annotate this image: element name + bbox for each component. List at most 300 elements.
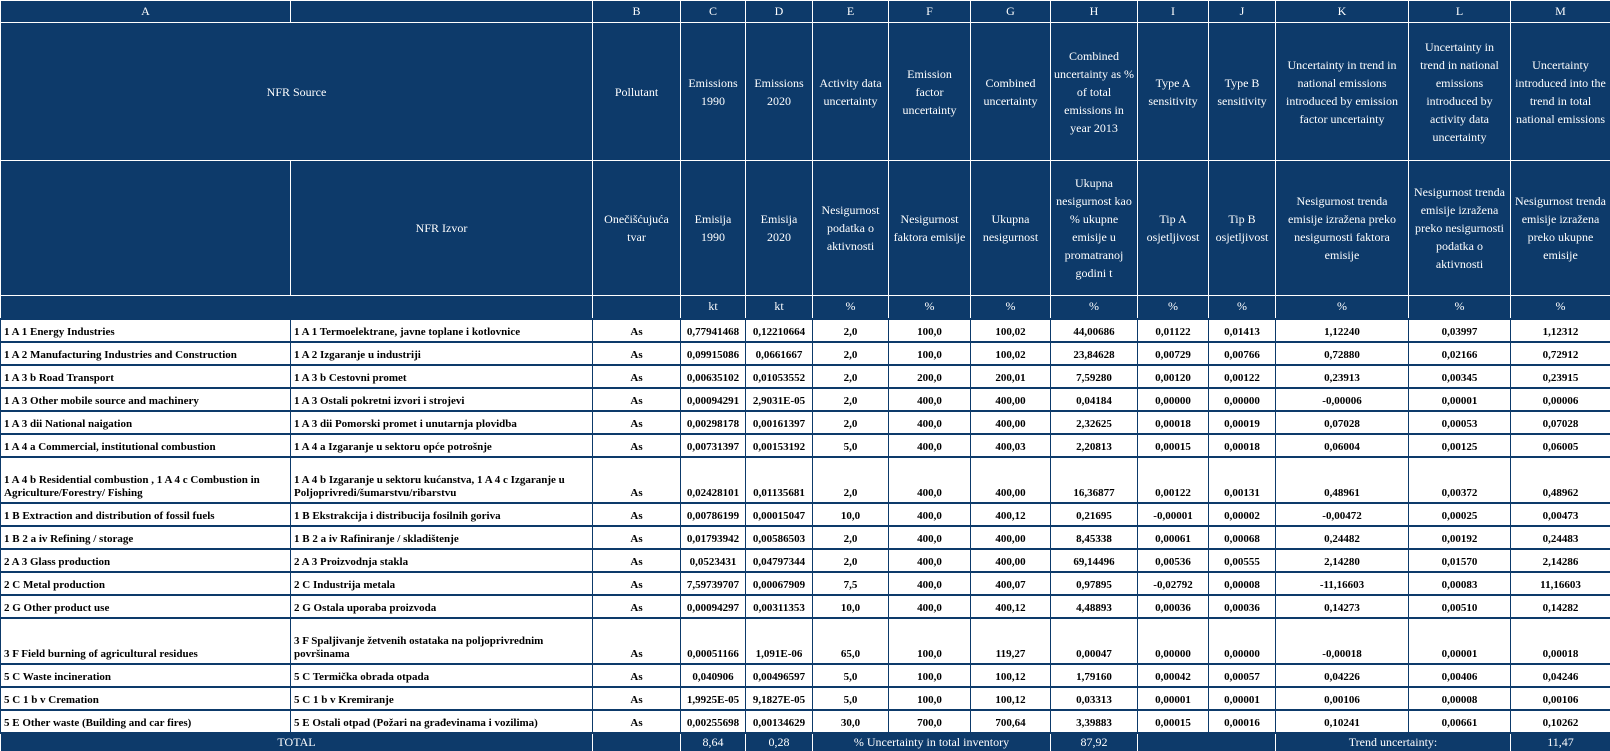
pollutant-cell[interactable]: As xyxy=(593,572,681,595)
emissions-2020-cell[interactable]: 9,1827E-05 xyxy=(746,687,813,710)
trend-ad-uncertainty-cell[interactable]: 0,00192 xyxy=(1409,526,1511,549)
pollutant-cell[interactable]: As xyxy=(593,434,681,457)
combined-uncertainty-cell[interactable]: 400,00 xyxy=(971,388,1051,411)
trend-ad-uncertainty-cell[interactable]: 0,00510 xyxy=(1409,595,1511,618)
type-a-sensitivity-cell[interactable]: 0,01122 xyxy=(1138,319,1209,342)
col-letter-I[interactable]: I xyxy=(1138,1,1209,23)
table-row-16 xyxy=(1,710,1610,733)
source-hr-cell[interactable]: 1 B Ekstrakcija i distribucija fosilnih goriva xyxy=(291,503,593,526)
activity-uncertainty-cell[interactable]: 5,0 xyxy=(813,664,889,687)
activity-uncertainty-cell[interactable]: 2,0 xyxy=(813,319,889,342)
unit-type-a-sensitivity[interactable]: % xyxy=(1138,296,1209,319)
type-a-sensitivity-cell[interactable]: 0,00015 xyxy=(1138,434,1209,457)
type-a-sensitivity-cell[interactable]: 0,00000 xyxy=(1138,388,1209,411)
header-en-activity-uncertainty[interactable]: Activity data uncertainty xyxy=(813,23,889,161)
header-hr-nfr-izvor[interactable]: NFR Izvor xyxy=(291,161,593,296)
table-row-5 xyxy=(1,411,1610,434)
emissions-2020-cell[interactable]: 0,04797344 xyxy=(746,549,813,572)
combined-uncertainty-cell[interactable]: 400,00 xyxy=(971,526,1051,549)
trend-ef-uncertainty-cell[interactable]: 0,72880 xyxy=(1276,342,1409,365)
col-letter-C[interactable]: C xyxy=(681,1,746,23)
trend-total-uncertainty-cell[interactable]: 0,23915 xyxy=(1511,365,1610,388)
combined-uncertainty-cell[interactable]: 400,03 xyxy=(971,434,1051,457)
pollutant-cell[interactable]: As xyxy=(593,687,681,710)
combined-pct-total-cell[interactable]: 69,14496 xyxy=(1051,549,1138,572)
emissions-1990-cell[interactable]: 1,9925E-05 xyxy=(681,687,746,710)
emissions-1990-cell[interactable]: 0,02428101 xyxy=(681,457,746,503)
type-a-sensitivity-cell[interactable]: 0,00120 xyxy=(1138,365,1209,388)
pollutant-cell[interactable]: As xyxy=(593,457,681,503)
trend-ad-uncertainty-cell[interactable]: 0,00125 xyxy=(1409,434,1511,457)
ef-uncertainty-cell[interactable]: 100,0 xyxy=(889,664,971,687)
source-en-cell[interactable]: 1 A 3 b Road Transport xyxy=(1,365,291,388)
type-b-sensitivity-cell[interactable]: 0,00068 xyxy=(1209,526,1276,549)
emissions-2020-cell[interactable]: 0,12210664 xyxy=(746,319,813,342)
trend-ef-uncertainty-cell[interactable]: 0,14273 xyxy=(1276,595,1409,618)
source-en-cell[interactable]: 1 A 4 b Residential combustion , 1 A 4 c Combustion in Agriculture/Forestry/ Fishing xyxy=(1,457,291,503)
trend-ef-uncertainty-cell[interactable]: 0,04226 xyxy=(1276,664,1409,687)
unit-pollutant[interactable] xyxy=(593,296,681,319)
unit-combined-uncertainty[interactable]: % xyxy=(971,296,1051,319)
type-b-sensitivity-cell[interactable]: 0,01413 xyxy=(1209,319,1276,342)
source-en-cell[interactable]: 5 C 1 b v Cremation xyxy=(1,687,291,710)
trend-total-uncertainty-cell[interactable]: 0,72912 xyxy=(1511,342,1610,365)
combined-pct-total-cell[interactable]: 0,00047 xyxy=(1051,618,1138,664)
type-a-sensitivity-cell[interactable]: 0,00122 xyxy=(1138,457,1209,503)
combined-pct-total-cell[interactable]: 0,03313 xyxy=(1051,687,1138,710)
header-en-nfr-source[interactable]: NFR Source xyxy=(1,23,593,161)
activity-uncertainty-cell[interactable]: 2,0 xyxy=(813,342,889,365)
combined-uncertainty-cell[interactable]: 100,12 xyxy=(971,687,1051,710)
trend-total-uncertainty-cell[interactable]: 0,07028 xyxy=(1511,411,1610,434)
pollutant-cell[interactable]: As xyxy=(593,365,681,388)
ef-uncertainty-cell[interactable]: 400,0 xyxy=(889,457,971,503)
header-hr-type-b-sensitivity[interactable]: Tip B osjetljivost xyxy=(1209,161,1276,296)
unit-blank-source[interactable] xyxy=(1,296,593,319)
source-hr-cell[interactable]: 1 A 3 b Cestovni promet xyxy=(291,365,593,388)
type-b-sensitivity-cell[interactable]: 0,00008 xyxy=(1209,572,1276,595)
total-emissions-2020[interactable]: 0,28 xyxy=(746,733,813,751)
emissions-1990-cell[interactable]: 7,59739707 xyxy=(681,572,746,595)
source-en-cell[interactable]: 2 A 3 Glass production xyxy=(1,549,291,572)
col-letter-G[interactable]: G xyxy=(971,1,1051,23)
unit-emissions-2020[interactable]: kt xyxy=(746,296,813,319)
type-a-sensitivity-cell[interactable]: 0,00001 xyxy=(1138,687,1209,710)
trend-ad-uncertainty-cell[interactable]: 0,00001 xyxy=(1409,618,1511,664)
emissions-1990-cell[interactable]: 0,77941468 xyxy=(681,319,746,342)
source-en-cell[interactable]: 3 F Field burning of agricultural residues xyxy=(1,618,291,664)
type-a-sensitivity-cell[interactable]: -0,02792 xyxy=(1138,572,1209,595)
units-row xyxy=(1,296,1610,319)
total-emissions-1990[interactable]: 8,64 xyxy=(681,733,746,751)
pollutant-cell[interactable]: As xyxy=(593,526,681,549)
ef-uncertainty-cell[interactable]: 400,0 xyxy=(889,388,971,411)
trend-total-uncertainty-cell[interactable]: 0,04246 xyxy=(1511,664,1610,687)
combined-pct-total-cell[interactable]: 16,36877 xyxy=(1051,457,1138,503)
type-b-sensitivity-cell[interactable]: 0,00122 xyxy=(1209,365,1276,388)
pollutant-cell[interactable]: As xyxy=(593,411,681,434)
col-letter-E[interactable]: E xyxy=(813,1,889,23)
emissions-2020-cell[interactable]: 0,00153192 xyxy=(746,434,813,457)
col-letter-H[interactable]: H xyxy=(1051,1,1138,23)
activity-uncertainty-cell[interactable]: 2,0 xyxy=(813,457,889,503)
trend-ef-uncertainty-cell[interactable]: 2,14280 xyxy=(1276,549,1409,572)
unit-combined-pct-total[interactable]: % xyxy=(1051,296,1138,319)
unit-emissions-1990[interactable]: kt xyxy=(681,296,746,319)
source-en-cell[interactable]: 1 B Extraction and distribution of fossil fuels xyxy=(1,503,291,526)
trend-ef-uncertainty-cell[interactable]: 0,48961 xyxy=(1276,457,1409,503)
header-hr-emissions-2020[interactable]: Emisija 2020 xyxy=(746,161,813,296)
header-en-combined-pct-total[interactable]: Combined uncertainty as % of total emissions in year 2013 xyxy=(1051,23,1138,161)
emissions-2020-cell[interactable]: 1,091E-06 xyxy=(746,618,813,664)
header-hr-trend-ef-uncertainty[interactable]: Nesigurnost trenda emisije izražena preko nesigurnosti faktora emisije xyxy=(1276,161,1409,296)
pollutant-cell[interactable]: As xyxy=(593,549,681,572)
ef-uncertainty-cell[interactable]: 100,0 xyxy=(889,342,971,365)
activity-uncertainty-cell[interactable]: 10,0 xyxy=(813,503,889,526)
activity-uncertainty-cell[interactable]: 30,0 xyxy=(813,710,889,733)
source-en-cell[interactable]: 5 C Waste incineration xyxy=(1,664,291,687)
trend-ef-uncertainty-cell[interactable]: 0,06004 xyxy=(1276,434,1409,457)
total-trend-uncertainty-value[interactable]: 11,47 xyxy=(1511,733,1610,751)
emissions-2020-cell[interactable]: 2,9031E-05 xyxy=(746,388,813,411)
header-en-trend-ad-uncertainty[interactable]: Uncertainty in trend in national emissions introduced by activity data uncertainty xyxy=(1409,23,1511,161)
pollutant-cell[interactable]: As xyxy=(593,618,681,664)
activity-uncertainty-cell[interactable]: 2,0 xyxy=(813,411,889,434)
combined-uncertainty-cell[interactable]: 100,02 xyxy=(971,342,1051,365)
header-en-ef-uncertainty[interactable]: Emission factor uncertainty xyxy=(889,23,971,161)
trend-total-uncertainty-cell[interactable]: 0,06005 xyxy=(1511,434,1610,457)
trend-ef-uncertainty-cell[interactable]: -0,00006 xyxy=(1276,388,1409,411)
type-a-sensitivity-cell[interactable]: 0,00061 xyxy=(1138,526,1209,549)
ef-uncertainty-cell[interactable]: 400,0 xyxy=(889,595,971,618)
source-hr-cell[interactable]: 1 A 1 Termoelektrane, javne toplane i kotlovnice xyxy=(291,319,593,342)
emissions-2020-cell[interactable]: 0,00134629 xyxy=(746,710,813,733)
type-b-sensitivity-cell[interactable]: 0,00018 xyxy=(1209,434,1276,457)
header-hr-combined-pct-total[interactable]: Ukupna nesigurnost kao % ukupne emisije u promatranoj godini t xyxy=(1051,161,1138,296)
pollutant-cell[interactable]: As xyxy=(593,503,681,526)
col-letter-B[interactable]: B xyxy=(593,1,681,23)
combined-pct-total-cell[interactable]: 3,39883 xyxy=(1051,710,1138,733)
header-hr-combined-uncertainty[interactable]: Ukupna nesigurnost xyxy=(971,161,1051,296)
col-letter-F[interactable]: F xyxy=(889,1,971,23)
emissions-1990-cell[interactable]: 0,00298178 xyxy=(681,411,746,434)
trend-ad-uncertainty-cell[interactable]: 0,00053 xyxy=(1409,411,1511,434)
trend-ef-uncertainty-cell[interactable]: 0,10241 xyxy=(1276,710,1409,733)
type-b-sensitivity-cell[interactable]: 0,00057 xyxy=(1209,664,1276,687)
trend-total-uncertainty-cell[interactable]: 1,12312 xyxy=(1511,319,1610,342)
combined-uncertainty-cell[interactable]: 119,27 xyxy=(971,618,1051,664)
header-en-combined-uncertainty[interactable]: Combined uncertainty xyxy=(971,23,1051,161)
col-letter-M[interactable]: M xyxy=(1511,1,1610,23)
ef-uncertainty-cell[interactable]: 100,0 xyxy=(889,319,971,342)
table-row-1 xyxy=(1,319,1610,342)
source-hr-cell[interactable]: 1 A 2 Izgaranje u industriji xyxy=(291,342,593,365)
unit-type-b-sensitivity[interactable]: % xyxy=(1209,296,1276,319)
trend-ad-uncertainty-cell[interactable]: 0,00001 xyxy=(1409,388,1511,411)
emissions-1990-cell[interactable]: 0,00255698 xyxy=(681,710,746,733)
emissions-1990-cell[interactable]: 0,00094297 xyxy=(681,595,746,618)
type-b-sensitivity-cell[interactable]: 0,00019 xyxy=(1209,411,1276,434)
trend-total-uncertainty-cell[interactable]: 0,00018 xyxy=(1511,618,1610,664)
trend-ad-uncertainty-cell[interactable]: 0,00083 xyxy=(1409,572,1511,595)
trend-total-uncertainty-cell[interactable]: 0,48962 xyxy=(1511,457,1610,503)
source-en-cell[interactable]: 1 A 2 Manufacturing Industries and Construction xyxy=(1,342,291,365)
type-a-sensitivity-cell[interactable]: 0,00729 xyxy=(1138,342,1209,365)
header-hr-emissions-1990[interactable]: Emisija 1990 xyxy=(681,161,746,296)
type-b-sensitivity-cell[interactable]: 0,00000 xyxy=(1209,388,1276,411)
emissions-1990-cell[interactable]: 0,00731397 xyxy=(681,434,746,457)
source-hr-cell[interactable]: 2 A 3 Proizvodnja stakla xyxy=(291,549,593,572)
emissions-1990-cell[interactable]: 0,00786199 xyxy=(681,503,746,526)
source-hr-cell[interactable]: 5 C Termička obrada otpada xyxy=(291,664,593,687)
total-label[interactable]: TOTAL xyxy=(1,733,593,751)
total-blank-sensitivity[interactable] xyxy=(1138,733,1276,751)
combined-uncertainty-cell[interactable]: 400,00 xyxy=(971,549,1051,572)
trend-ef-uncertainty-cell[interactable]: 0,00106 xyxy=(1276,687,1409,710)
header-en-trend-total-uncertainty[interactable]: Uncertainty introduced into the trend in total national emissions xyxy=(1511,23,1610,161)
type-b-sensitivity-cell[interactable]: 0,00036 xyxy=(1209,595,1276,618)
source-hr-cell[interactable]: 1 B 2 a iv Rafiniranje / skladištenje xyxy=(291,526,593,549)
unit-trend-ad-uncertainty[interactable]: % xyxy=(1409,296,1511,319)
header-en-emissions-2020[interactable]: Emissions 2020 xyxy=(746,23,813,161)
header-hr-blank[interactable] xyxy=(1,161,291,296)
total-inventory-uncertainty-label[interactable]: % Uncertainty in total inventory xyxy=(813,733,1051,751)
table-row-10 xyxy=(1,549,1610,572)
header-en-trend-ef-uncertainty[interactable]: Uncertainty in trend in national emissions introduced by emission factor uncertainty xyxy=(1276,23,1409,161)
table-row-12 xyxy=(1,595,1610,618)
type-a-sensitivity-cell[interactable]: 0,00042 xyxy=(1138,664,1209,687)
combined-uncertainty-cell[interactable]: 100,02 xyxy=(971,319,1051,342)
activity-uncertainty-cell[interactable]: 7,5 xyxy=(813,572,889,595)
source-hr-cell[interactable]: 3 F Spaljivanje žetvenih ostataka na poljoprivrednim površinama xyxy=(291,618,593,664)
trend-ad-uncertainty-cell[interactable]: 0,00406 xyxy=(1409,664,1511,687)
activity-uncertainty-cell[interactable]: 5,0 xyxy=(813,687,889,710)
source-hr-cell[interactable]: 1 A 3 dii Pomorski promet i unutarnja plovidba xyxy=(291,411,593,434)
type-b-sensitivity-cell[interactable]: 0,00001 xyxy=(1209,687,1276,710)
unit-activity-uncertainty[interactable]: % xyxy=(813,296,889,319)
trend-ef-uncertainty-cell[interactable]: 0,23913 xyxy=(1276,365,1409,388)
ef-uncertainty-cell[interactable]: 400,0 xyxy=(889,503,971,526)
emissions-1990-cell[interactable]: 0,040906 xyxy=(681,664,746,687)
trend-ad-uncertainty-cell[interactable]: 0,00008 xyxy=(1409,687,1511,710)
pollutant-cell[interactable]: As xyxy=(593,319,681,342)
trend-total-uncertainty-cell[interactable]: 2,14286 xyxy=(1511,549,1610,572)
ef-uncertainty-cell[interactable]: 700,0 xyxy=(889,710,971,733)
combined-uncertainty-cell[interactable]: 400,00 xyxy=(971,457,1051,503)
emissions-2020-cell[interactable]: 0,00586503 xyxy=(746,526,813,549)
combined-uncertainty-cell[interactable]: 700,64 xyxy=(971,710,1051,733)
trend-total-uncertainty-cell[interactable]: 0,00006 xyxy=(1511,388,1610,411)
emissions-2020-cell[interactable]: 0,0661667 xyxy=(746,342,813,365)
emissions-2020-cell[interactable]: 0,01135681 xyxy=(746,457,813,503)
trend-ef-uncertainty-cell[interactable]: 0,07028 xyxy=(1276,411,1409,434)
combined-pct-total-cell[interactable]: 0,04184 xyxy=(1051,388,1138,411)
source-hr-cell[interactable]: 5 C 1 b v Kremiranje xyxy=(291,687,593,710)
activity-uncertainty-cell[interactable]: 65,0 xyxy=(813,618,889,664)
combined-pct-total-cell[interactable]: 0,21695 xyxy=(1051,503,1138,526)
emissions-2020-cell[interactable]: 0,01053552 xyxy=(746,365,813,388)
type-a-sensitivity-cell[interactable]: 0,00015 xyxy=(1138,710,1209,733)
table-row-3 xyxy=(1,365,1610,388)
type-a-sensitivity-cell[interactable]: -0,00001 xyxy=(1138,503,1209,526)
combined-uncertainty-cell[interactable]: 200,01 xyxy=(971,365,1051,388)
header-en-type-a-sensitivity[interactable]: Type A sensitivity xyxy=(1138,23,1209,161)
source-en-cell[interactable]: 1 B 2 a iv Refining / storage xyxy=(1,526,291,549)
ef-uncertainty-cell[interactable]: 100,0 xyxy=(889,687,971,710)
col-letter-A[interactable]: A xyxy=(1,1,291,23)
header-hr-trend-total-uncertainty[interactable]: Nesigurnost trenda emisije izražena preko ukupne emisije xyxy=(1511,161,1610,296)
ef-uncertainty-cell[interactable]: 400,0 xyxy=(889,411,971,434)
ef-uncertainty-cell[interactable]: 400,0 xyxy=(889,434,971,457)
source-en-cell[interactable]: 2 C Metal production xyxy=(1,572,291,595)
col-letter-blank-1[interactable] xyxy=(291,1,593,23)
activity-uncertainty-cell[interactable]: 2,0 xyxy=(813,526,889,549)
column-letters-row xyxy=(1,1,1610,23)
trend-ad-uncertainty-cell[interactable]: 0,00025 xyxy=(1409,503,1511,526)
type-a-sensitivity-cell[interactable]: 0,00036 xyxy=(1138,595,1209,618)
trend-ef-uncertainty-cell[interactable]: -0,00018 xyxy=(1276,618,1409,664)
trend-ad-uncertainty-cell[interactable]: 0,00372 xyxy=(1409,457,1511,503)
header-en-emissions-1990[interactable]: Emissions 1990 xyxy=(681,23,746,161)
ef-uncertainty-cell[interactable]: 400,0 xyxy=(889,526,971,549)
emissions-1990-cell[interactable]: 0,00635102 xyxy=(681,365,746,388)
ef-uncertainty-cell[interactable]: 400,0 xyxy=(889,549,971,572)
combined-uncertainty-cell[interactable]: 100,12 xyxy=(971,664,1051,687)
trend-ef-uncertainty-cell[interactable]: 0,24482 xyxy=(1276,526,1409,549)
combined-pct-total-cell[interactable]: 2,32625 xyxy=(1051,411,1138,434)
combined-pct-total-cell[interactable]: 1,79160 xyxy=(1051,664,1138,687)
col-letter-L[interactable]: L xyxy=(1409,1,1511,23)
type-b-sensitivity-cell[interactable]: 0,00000 xyxy=(1209,618,1276,664)
combined-pct-total-cell[interactable]: 4,48893 xyxy=(1051,595,1138,618)
type-a-sensitivity-cell[interactable]: 0,00000 xyxy=(1138,618,1209,664)
unit-trend-ef-uncertainty[interactable]: % xyxy=(1276,296,1409,319)
emissions-2020-cell[interactable]: 0,00496597 xyxy=(746,664,813,687)
source-en-cell[interactable]: 1 A 3 Other mobile source and machinery xyxy=(1,388,291,411)
trend-ad-uncertainty-cell[interactable]: 0,02166 xyxy=(1409,342,1511,365)
type-b-sensitivity-cell[interactable]: 0,00555 xyxy=(1209,549,1276,572)
source-en-cell[interactable]: 5 E Other waste (Building and car fires) xyxy=(1,710,291,733)
type-b-sensitivity-cell[interactable]: 0,00002 xyxy=(1209,503,1276,526)
trend-ef-uncertainty-cell[interactable]: 1,12240 xyxy=(1276,319,1409,342)
source-en-cell[interactable]: 1 A 1 Energy Industries xyxy=(1,319,291,342)
pollutant-cell[interactable]: As xyxy=(593,388,681,411)
emissions-2020-cell[interactable]: 0,00067909 xyxy=(746,572,813,595)
trend-total-uncertainty-cell[interactable]: 11,16603 xyxy=(1511,572,1610,595)
emissions-2020-cell[interactable]: 0,00311353 xyxy=(746,595,813,618)
combined-pct-total-cell[interactable]: 44,00686 xyxy=(1051,319,1138,342)
header-hr-activity-uncertainty[interactable]: Nesigurnost podatka o aktivnosti xyxy=(813,161,889,296)
source-hr-cell[interactable]: 1 A 4 a Izgaranje u sektoru opće potrošnje xyxy=(291,434,593,457)
pollutant-cell[interactable]: As xyxy=(593,595,681,618)
activity-uncertainty-cell[interactable]: 2,0 xyxy=(813,388,889,411)
source-hr-cell[interactable]: 2 G Ostala uporaba proizvoda xyxy=(291,595,593,618)
table-row-14 xyxy=(1,664,1610,687)
type-b-sensitivity-cell[interactable]: 0,00131 xyxy=(1209,457,1276,503)
activity-uncertainty-cell[interactable]: 10,0 xyxy=(813,595,889,618)
col-letter-K[interactable]: K xyxy=(1276,1,1409,23)
source-en-cell[interactable]: 1 A 3 dii National naigation xyxy=(1,411,291,434)
trend-ad-uncertainty-cell[interactable]: 0,03997 xyxy=(1409,319,1511,342)
combined-pct-total-cell[interactable]: 0,97895 xyxy=(1051,572,1138,595)
type-a-sensitivity-cell[interactable]: 0,00536 xyxy=(1138,549,1209,572)
source-hr-cell[interactable]: 1 A 4 b Izgaranje u sektoru kućanstva, 1 A 4 c Izgaranje u Poljoprivredi/šumarstvu/ribarstvu xyxy=(291,457,593,503)
header-en-type-b-sensitivity[interactable]: Type B sensitivity xyxy=(1209,23,1276,161)
emissions-1990-cell[interactable]: 0,09915086 xyxy=(681,342,746,365)
trend-ef-uncertainty-cell[interactable]: -0,00472 xyxy=(1276,503,1409,526)
ef-uncertainty-cell[interactable]: 400,0 xyxy=(889,572,971,595)
combined-pct-total-cell[interactable]: 7,59280 xyxy=(1051,365,1138,388)
combined-uncertainty-cell[interactable]: 400,07 xyxy=(971,572,1051,595)
col-letter-J[interactable]: J xyxy=(1209,1,1276,23)
table-row-8 xyxy=(1,503,1610,526)
header-hr-trend-ad-uncertainty[interactable]: Nesigurnost trenda emisije izražena preko nesigurnosti podatka o aktivnosti xyxy=(1409,161,1511,296)
trend-total-uncertainty-cell[interactable]: 0,00473 xyxy=(1511,503,1610,526)
ef-uncertainty-cell[interactable]: 100,0 xyxy=(889,618,971,664)
source-hr-cell[interactable]: 5 E Ostali otpad (Požari na građevinama i vozilima) xyxy=(291,710,593,733)
total-trend-uncertainty-label[interactable]: Trend uncertainty: xyxy=(1276,733,1511,751)
type-b-sensitivity-cell[interactable]: 0,00766 xyxy=(1209,342,1276,365)
source-en-cell[interactable]: 1 A 4 a Commercial, institutional combustion xyxy=(1,434,291,457)
header-en-pollutant[interactable]: Pollutant xyxy=(593,23,681,161)
unit-trend-total-uncertainty[interactable]: % xyxy=(1511,296,1610,319)
activity-uncertainty-cell[interactable]: 2,0 xyxy=(813,549,889,572)
table-row-4 xyxy=(1,388,1610,411)
emissions-1990-cell[interactable]: 0,01793942 xyxy=(681,526,746,549)
source-en-cell[interactable]: 2 G Other product use xyxy=(1,595,291,618)
combined-pct-total-cell[interactable]: 23,84628 xyxy=(1051,342,1138,365)
ef-uncertainty-cell[interactable]: 200,0 xyxy=(889,365,971,388)
combined-uncertainty-cell[interactable]: 400,00 xyxy=(971,411,1051,434)
trend-ef-uncertainty-cell[interactable]: -11,16603 xyxy=(1276,572,1409,595)
col-letter-D[interactable]: D xyxy=(746,1,813,23)
emissions-1990-cell[interactable]: 0,0523431 xyxy=(681,549,746,572)
activity-uncertainty-cell[interactable]: 5,0 xyxy=(813,434,889,457)
combined-pct-total-cell[interactable]: 8,45338 xyxy=(1051,526,1138,549)
trend-ad-uncertainty-cell[interactable]: 0,01570 xyxy=(1409,549,1511,572)
header-hr-pollutant[interactable]: Onečišćujuća tvar xyxy=(593,161,681,296)
header-hr-type-a-sensitivity[interactable]: Tip A osjetljivost xyxy=(1138,161,1209,296)
combined-pct-total-cell[interactable]: 2,20813 xyxy=(1051,434,1138,457)
unit-ef-uncertainty[interactable]: % xyxy=(889,296,971,319)
emissions-2020-cell[interactable]: 0,00015047 xyxy=(746,503,813,526)
trend-total-uncertainty-cell[interactable]: 0,00106 xyxy=(1511,687,1610,710)
type-b-sensitivity-cell[interactable]: 0,00016 xyxy=(1209,710,1276,733)
trend-ad-uncertainty-cell[interactable]: 0,00661 xyxy=(1409,710,1511,733)
trend-total-uncertainty-cell[interactable]: 0,24483 xyxy=(1511,526,1610,549)
header-hr-ef-uncertainty[interactable]: Nesigurnost faktora emisije xyxy=(889,161,971,296)
combined-uncertainty-cell[interactable]: 400,12 xyxy=(971,595,1051,618)
activity-uncertainty-cell[interactable]: 2,0 xyxy=(813,365,889,388)
total-blank-pollutant[interactable] xyxy=(593,733,681,751)
pollutant-cell[interactable]: As xyxy=(593,342,681,365)
source-hr-cell[interactable]: 2 C Industrija metala xyxy=(291,572,593,595)
trend-total-uncertainty-cell[interactable]: 0,14282 xyxy=(1511,595,1610,618)
trend-total-uncertainty-cell[interactable]: 0,10262 xyxy=(1511,710,1610,733)
pollutant-cell[interactable]: As xyxy=(593,710,681,733)
emissions-1990-cell[interactable]: 0,00094291 xyxy=(681,388,746,411)
trend-ad-uncertainty-cell[interactable]: 0,00345 xyxy=(1409,365,1511,388)
source-hr-cell[interactable]: 1 A 3 Ostali pokretni izvori i strojevi xyxy=(291,388,593,411)
pollutant-cell[interactable]: As xyxy=(593,664,681,687)
table-row-15 xyxy=(1,687,1610,710)
header-row-hr xyxy=(1,161,1610,296)
type-a-sensitivity-cell[interactable]: 0,00018 xyxy=(1138,411,1209,434)
emissions-1990-cell[interactable]: 0,00051166 xyxy=(681,618,746,664)
total-inventory-uncertainty-value[interactable]: 87,92 xyxy=(1051,733,1138,751)
emissions-2020-cell[interactable]: 0,00161397 xyxy=(746,411,813,434)
combined-uncertainty-cell[interactable]: 400,12 xyxy=(971,503,1051,526)
